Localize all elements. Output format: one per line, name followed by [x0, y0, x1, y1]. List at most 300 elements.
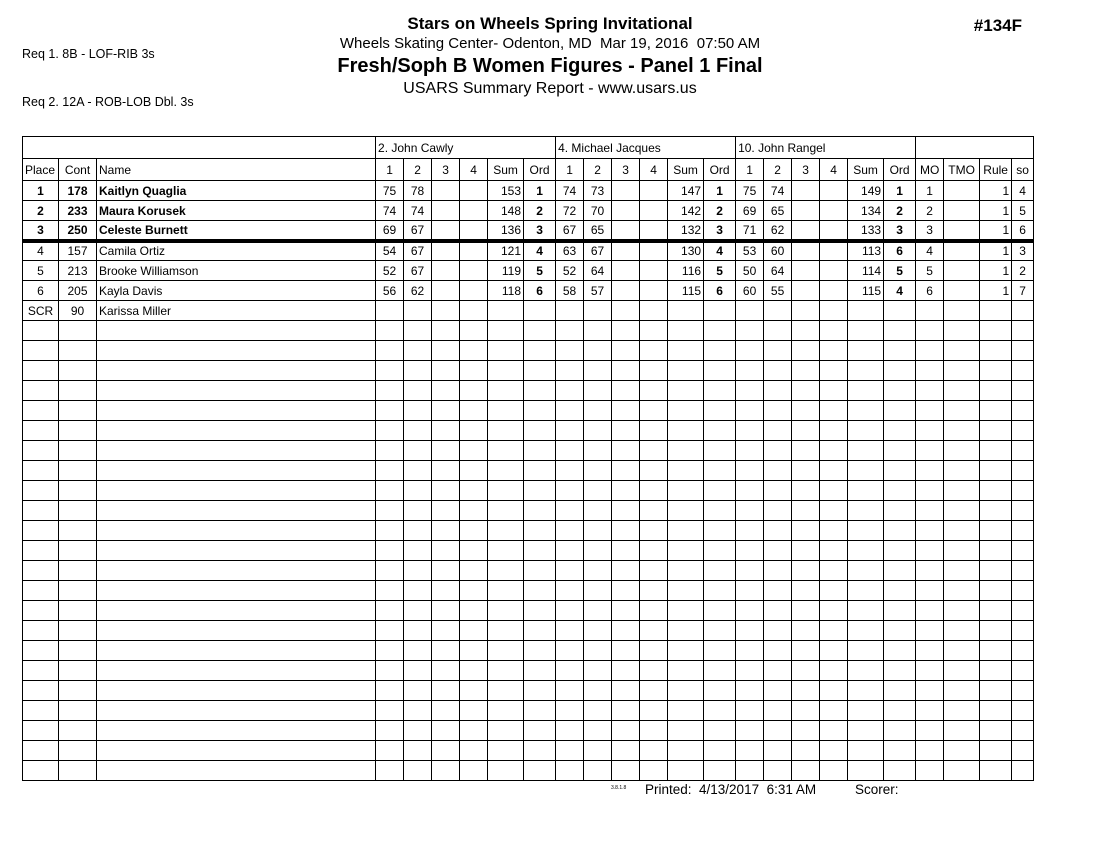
- tmo-cell: [944, 581, 980, 601]
- judge3-score-3: [792, 461, 820, 481]
- judge3-score-1: [736, 521, 764, 541]
- judge1-sum: 118: [488, 281, 524, 301]
- mo-cell: [916, 501, 944, 521]
- empty-row: [23, 661, 1034, 681]
- so-cell: 4: [1012, 181, 1034, 201]
- judge3-ordinal: [884, 681, 916, 701]
- judge1-ordinal: [524, 421, 556, 441]
- judge1-sum: 148: [488, 201, 524, 221]
- judge3-score-3: [792, 361, 820, 381]
- contestant-number-cell: [59, 321, 97, 341]
- judge3-score-3: [792, 241, 820, 261]
- judge1-score-3: [432, 581, 460, 601]
- judge3-sum: 149: [848, 181, 884, 201]
- judge2-score-2: [584, 701, 612, 721]
- header-mo: MO: [916, 159, 944, 181]
- judge1-sum: [488, 761, 524, 781]
- judge2-score-4: [640, 201, 668, 221]
- judge2-score-2: 70: [584, 201, 612, 221]
- judge2-score-3: [612, 321, 640, 341]
- skater-name-cell: [97, 341, 376, 361]
- judge2-sum: [668, 401, 704, 421]
- venue-date-line: Wheels Skating Center- Odenton, MD Mar 19, 2016 07:50 AM: [339, 35, 761, 52]
- judge3-sum: [848, 521, 884, 541]
- mo-cell: [916, 601, 944, 621]
- judge2-score-3: [612, 501, 640, 521]
- rule-cell: [980, 621, 1012, 641]
- header-judge1-ord: Ord: [524, 159, 556, 181]
- tmo-cell: [944, 561, 980, 581]
- judge1-sum: [488, 661, 524, 681]
- judge3-sum: 133: [848, 221, 884, 241]
- judge2-score-1: [556, 341, 584, 361]
- judge1-score-3: [432, 301, 460, 321]
- contestant-number-cell: [59, 521, 97, 541]
- judge3-score-2: [764, 361, 792, 381]
- judge2-score-3: [612, 281, 640, 301]
- judge3-score-3: [792, 641, 820, 661]
- skater-name-cell: [97, 621, 376, 641]
- judge2-score-1: 72: [556, 201, 584, 221]
- judge2-score-3: [612, 521, 640, 541]
- skater-name-cell: Celeste Burnett: [97, 221, 376, 241]
- judge2-score-3: [612, 661, 640, 681]
- judge2-score-2: [584, 641, 612, 661]
- place-cell: [23, 681, 59, 701]
- skater-name-cell: [97, 501, 376, 521]
- mo-cell: [916, 721, 944, 741]
- judge3-score-1: [736, 681, 764, 701]
- tmo-cell: [944, 441, 980, 461]
- judge2-ordinal: [704, 361, 736, 381]
- judge-name-1: 2. John Cawly: [376, 137, 556, 159]
- judge1-score-3: [432, 501, 460, 521]
- judge1-score-2: 67: [404, 241, 432, 261]
- judge1-ordinal: 5: [524, 261, 556, 281]
- rule-cell: 1: [980, 261, 1012, 281]
- judge3-score-2: [764, 661, 792, 681]
- rule-cell: 1: [980, 221, 1012, 241]
- judge1-score-2: [404, 301, 432, 321]
- judge3-score-4: [820, 181, 848, 201]
- rule-cell: [980, 401, 1012, 421]
- judge2-score-4: [640, 501, 668, 521]
- judge3-score-3: [792, 261, 820, 281]
- judge1-score-4: [460, 681, 488, 701]
- mo-cell: [916, 361, 944, 381]
- judge1-score-2: [404, 621, 432, 641]
- rule-cell: 1: [980, 201, 1012, 221]
- judge3-ordinal: [884, 601, 916, 621]
- judge3-score-3: [792, 201, 820, 221]
- judge3-ordinal: [884, 481, 916, 501]
- judge1-score-1: [376, 361, 404, 381]
- judge3-score-4: [820, 441, 848, 461]
- judge3-ordinal: [884, 741, 916, 761]
- rule-cell: [980, 681, 1012, 701]
- judge1-score-3: [432, 261, 460, 281]
- judge3-score-3: [792, 541, 820, 561]
- judge1-score-4: [460, 561, 488, 581]
- judge1-score-4: [460, 341, 488, 361]
- judge3-score-4: [820, 501, 848, 521]
- judge1-score-2: [404, 441, 432, 461]
- judge2-sum: 132: [668, 221, 704, 241]
- tmo-cell: [944, 661, 980, 681]
- judge1-score-1: [376, 461, 404, 481]
- judge1-score-2: 67: [404, 221, 432, 241]
- contestant-number-cell: [59, 381, 97, 401]
- judge1-score-3: [432, 541, 460, 561]
- judge1-score-2: [404, 361, 432, 381]
- place-cell: [23, 541, 59, 561]
- tmo-cell: [944, 721, 980, 741]
- judge2-score-2: [584, 721, 612, 741]
- judge1-score-2: [404, 561, 432, 581]
- judge2-sum: [668, 761, 704, 781]
- judge2-score-4: [640, 301, 668, 321]
- judge2-score-2: [584, 541, 612, 561]
- so-cell: [1012, 501, 1034, 521]
- judge3-ordinal: 1: [884, 181, 916, 201]
- judge3-score-3: [792, 581, 820, 601]
- judge1-score-1: [376, 381, 404, 401]
- judge1-score-2: [404, 321, 432, 341]
- judge1-score-4: [460, 441, 488, 461]
- judge2-score-3: [612, 201, 640, 221]
- judge3-score-1: [736, 321, 764, 341]
- judge2-ordinal: [704, 681, 736, 701]
- tmo-cell: [944, 621, 980, 641]
- judge3-sum: [848, 421, 884, 441]
- so-cell: [1012, 641, 1034, 661]
- header-judge2-4: 4: [640, 159, 668, 181]
- contestant-number-cell: 157: [59, 241, 97, 261]
- contestant-number-cell: [59, 361, 97, 381]
- judge1-score-1: [376, 301, 404, 321]
- judge3-sum: [848, 481, 884, 501]
- judge3-sum: [848, 681, 884, 701]
- judge1-score-3: [432, 441, 460, 461]
- mo-cell: 3: [916, 221, 944, 241]
- so-cell: [1012, 581, 1034, 601]
- mo-cell: [916, 301, 944, 321]
- so-cell: 5: [1012, 201, 1034, 221]
- judge3-score-2: [764, 421, 792, 441]
- judge3-score-2: 62: [764, 221, 792, 241]
- skater-row: [23, 241, 1034, 261]
- column-header-row: [23, 159, 1034, 181]
- judge3-score-4: [820, 381, 848, 401]
- judge1-score-2: [404, 581, 432, 601]
- judge2-score-3: [612, 701, 640, 721]
- judge3-score-3: [792, 181, 820, 201]
- judge3-sum: 114: [848, 261, 884, 281]
- judge1-sum: [488, 401, 524, 421]
- judge2-sum: [668, 601, 704, 621]
- judge2-score-4: [640, 701, 668, 721]
- judge3-score-1: [736, 381, 764, 401]
- judge3-score-4: [820, 741, 848, 761]
- judge1-score-4: [460, 581, 488, 601]
- judge3-score-1: 75: [736, 181, 764, 201]
- judge1-ordinal: 6: [524, 281, 556, 301]
- judge3-ordinal: [884, 661, 916, 681]
- judge2-sum: [668, 701, 704, 721]
- judge1-score-1: [376, 501, 404, 521]
- judge1-sum: [488, 461, 524, 481]
- judge2-score-3: [612, 261, 640, 281]
- judge3-score-3: [792, 401, 820, 421]
- judge1-score-3: [432, 241, 460, 261]
- judge2-ordinal: [704, 481, 736, 501]
- judge1-sum: [488, 601, 524, 621]
- mo-cell: [916, 461, 944, 481]
- judge1-score-3: [432, 201, 460, 221]
- judge-name-3: 10. John Rangel: [736, 137, 916, 159]
- judge3-score-4: [820, 301, 848, 321]
- empty-row: [23, 501, 1034, 521]
- judge1-score-1: [376, 761, 404, 781]
- judge3-ordinal: 4: [884, 281, 916, 301]
- judge3-score-1: [736, 361, 764, 381]
- judge2-score-4: [640, 281, 668, 301]
- skater-name-cell: [97, 681, 376, 701]
- rule-cell: [980, 501, 1012, 521]
- judge3-sum: [848, 701, 884, 721]
- judge2-score-1: 58: [556, 281, 584, 301]
- judge2-score-1: [556, 401, 584, 421]
- so-cell: [1012, 361, 1034, 381]
- judge1-sum: [488, 481, 524, 501]
- mo-cell: [916, 481, 944, 501]
- empty-row: [23, 341, 1034, 361]
- judge2-score-3: [612, 241, 640, 261]
- so-cell: [1012, 461, 1034, 481]
- judge1-score-1: 69: [376, 221, 404, 241]
- judge2-sum: [668, 641, 704, 661]
- mo-cell: [916, 441, 944, 461]
- judge3-score-4: [820, 221, 848, 241]
- judge3-score-2: [764, 561, 792, 581]
- judge3-score-4: [820, 361, 848, 381]
- judge3-sum: [848, 381, 884, 401]
- mo-cell: [916, 381, 944, 401]
- judge3-score-4: [820, 421, 848, 441]
- empty-row: [23, 541, 1034, 561]
- place-cell: [23, 721, 59, 741]
- rule-cell: [980, 581, 1012, 601]
- judge2-ordinal: [704, 701, 736, 721]
- mo-cell: [916, 541, 944, 561]
- skater-name-cell: [97, 701, 376, 721]
- judge2-ordinal: [704, 541, 736, 561]
- judge3-score-3: [792, 701, 820, 721]
- judge1-sum: 153: [488, 181, 524, 201]
- judge3-score-3: [792, 681, 820, 701]
- empty-row: [23, 561, 1034, 581]
- judge1-score-4: [460, 201, 488, 221]
- judge2-score-1: [556, 561, 584, 581]
- tmo-cell: [944, 281, 980, 301]
- judge3-score-4: [820, 701, 848, 721]
- rule-cell: 1: [980, 181, 1012, 201]
- judge2-score-3: [612, 621, 640, 641]
- judge3-score-3: [792, 421, 820, 441]
- skater-row: [23, 181, 1034, 201]
- judge2-score-4: [640, 561, 668, 581]
- judge2-score-2: [584, 561, 612, 581]
- judge2-ordinal: [704, 741, 736, 761]
- judge1-score-2: [404, 661, 432, 681]
- place-cell: [23, 701, 59, 721]
- judge3-score-2: 65: [764, 201, 792, 221]
- contestant-number-cell: [59, 701, 97, 721]
- so-cell: [1012, 321, 1034, 341]
- judge1-score-2: 74: [404, 201, 432, 221]
- empty-row: [23, 401, 1034, 421]
- rule-cell: [980, 701, 1012, 721]
- judge2-ordinal: [704, 321, 736, 341]
- place-cell: [23, 621, 59, 641]
- judge2-sum: [668, 541, 704, 561]
- judge3-score-1: [736, 661, 764, 681]
- tmo-cell: [944, 261, 980, 281]
- judge1-score-4: [460, 301, 488, 321]
- judge3-score-1: [736, 761, 764, 781]
- judge3-score-1: [736, 721, 764, 741]
- skater-name-cell: [97, 381, 376, 401]
- tmo-cell: [944, 221, 980, 241]
- judge3-ordinal: [884, 561, 916, 581]
- so-cell: [1012, 661, 1034, 681]
- judge3-score-4: [820, 541, 848, 561]
- mo-cell: [916, 581, 944, 601]
- contestant-number-cell: [59, 541, 97, 561]
- judge1-score-4: [460, 521, 488, 541]
- rule-cell: [980, 341, 1012, 361]
- judge1-ordinal: [524, 741, 556, 761]
- header-judge1-2: 2: [404, 159, 432, 181]
- judge3-score-4: [820, 261, 848, 281]
- contestant-number-cell: 178: [59, 181, 97, 201]
- empty-row: [23, 601, 1034, 621]
- judge3-score-4: [820, 761, 848, 781]
- judge1-score-3: [432, 341, 460, 361]
- judge3-score-2: [764, 541, 792, 561]
- judge2-score-4: [640, 581, 668, 601]
- judge1-ordinal: [524, 761, 556, 781]
- tmo-cell: [944, 341, 980, 361]
- header-place: Place: [23, 159, 59, 181]
- judge1-score-1: [376, 661, 404, 681]
- judge3-ordinal: [884, 341, 916, 361]
- judge1-score-4: [460, 541, 488, 561]
- judge3-score-2: 60: [764, 241, 792, 261]
- judge2-score-1: [556, 381, 584, 401]
- header-judge3-ord: Ord: [884, 159, 916, 181]
- skater-name-cell: Camila Ortiz: [97, 241, 376, 261]
- judge2-score-2: [584, 741, 612, 761]
- header-judge1-4: 4: [460, 159, 488, 181]
- judge2-score-2: 73: [584, 181, 612, 201]
- place-cell: [23, 341, 59, 361]
- judge2-score-1: 67: [556, 221, 584, 241]
- judge3-sum: [848, 561, 884, 581]
- judge3-score-2: [764, 641, 792, 661]
- judge1-ordinal: [524, 541, 556, 561]
- judge3-ordinal: [884, 361, 916, 381]
- judge3-ordinal: [884, 421, 916, 441]
- judge2-score-2: [584, 461, 612, 481]
- judge1-ordinal: [524, 481, 556, 501]
- judge1-score-4: [460, 621, 488, 641]
- judge2-score-2: [584, 321, 612, 341]
- judge2-score-2: [584, 341, 612, 361]
- tmo-cell: [944, 541, 980, 561]
- judge2-score-2: 64: [584, 261, 612, 281]
- judge2-ordinal: 6: [704, 281, 736, 301]
- so-cell: [1012, 441, 1034, 461]
- judge1-score-2: [404, 741, 432, 761]
- judge3-score-3: [792, 521, 820, 541]
- judge1-score-1: [376, 721, 404, 741]
- judge3-score-2: [764, 521, 792, 541]
- contestant-number-cell: [59, 481, 97, 501]
- judge3-sum: [848, 581, 884, 601]
- judge1-score-3: [432, 181, 460, 201]
- judge1-score-2: [404, 541, 432, 561]
- judge1-score-2: [404, 641, 432, 661]
- judge1-score-4: [460, 761, 488, 781]
- header-judge3-1: 1: [736, 159, 764, 181]
- judge3-score-3: [792, 381, 820, 401]
- empty-row: [23, 741, 1034, 761]
- judge2-sum: [668, 741, 704, 761]
- judge2-sum: 116: [668, 261, 704, 281]
- judge2-score-3: [612, 601, 640, 621]
- judge2-score-3: [612, 361, 640, 381]
- skater-name-cell: [97, 561, 376, 581]
- rule-cell: [980, 761, 1012, 781]
- judge2-ordinal: [704, 641, 736, 661]
- judge1-score-2: [404, 381, 432, 401]
- judge2-score-3: [612, 581, 640, 601]
- place-cell: [23, 521, 59, 541]
- judge1-score-1: [376, 701, 404, 721]
- judge2-score-2: [584, 661, 612, 681]
- judge1-score-1: [376, 601, 404, 621]
- judge2-score-1: [556, 421, 584, 441]
- judge-name-2: 4. Michael Jacques: [556, 137, 736, 159]
- judge3-score-4: [820, 601, 848, 621]
- rule-cell: 1: [980, 241, 1012, 261]
- judge2-score-2: [584, 681, 612, 701]
- judge3-score-1: [736, 421, 764, 441]
- judge2-sum: [668, 441, 704, 461]
- judge3-score-2: [764, 501, 792, 521]
- so-cell: [1012, 701, 1034, 721]
- so-cell: [1012, 301, 1034, 321]
- judge-row-left-spacer: [23, 137, 376, 159]
- judge3-score-1: 71: [736, 221, 764, 241]
- judge2-score-3: [612, 681, 640, 701]
- judge1-score-2: [404, 601, 432, 621]
- so-cell: [1012, 601, 1034, 621]
- skater-name-cell: [97, 321, 376, 341]
- tmo-cell: [944, 361, 980, 381]
- judge1-sum: [488, 301, 524, 321]
